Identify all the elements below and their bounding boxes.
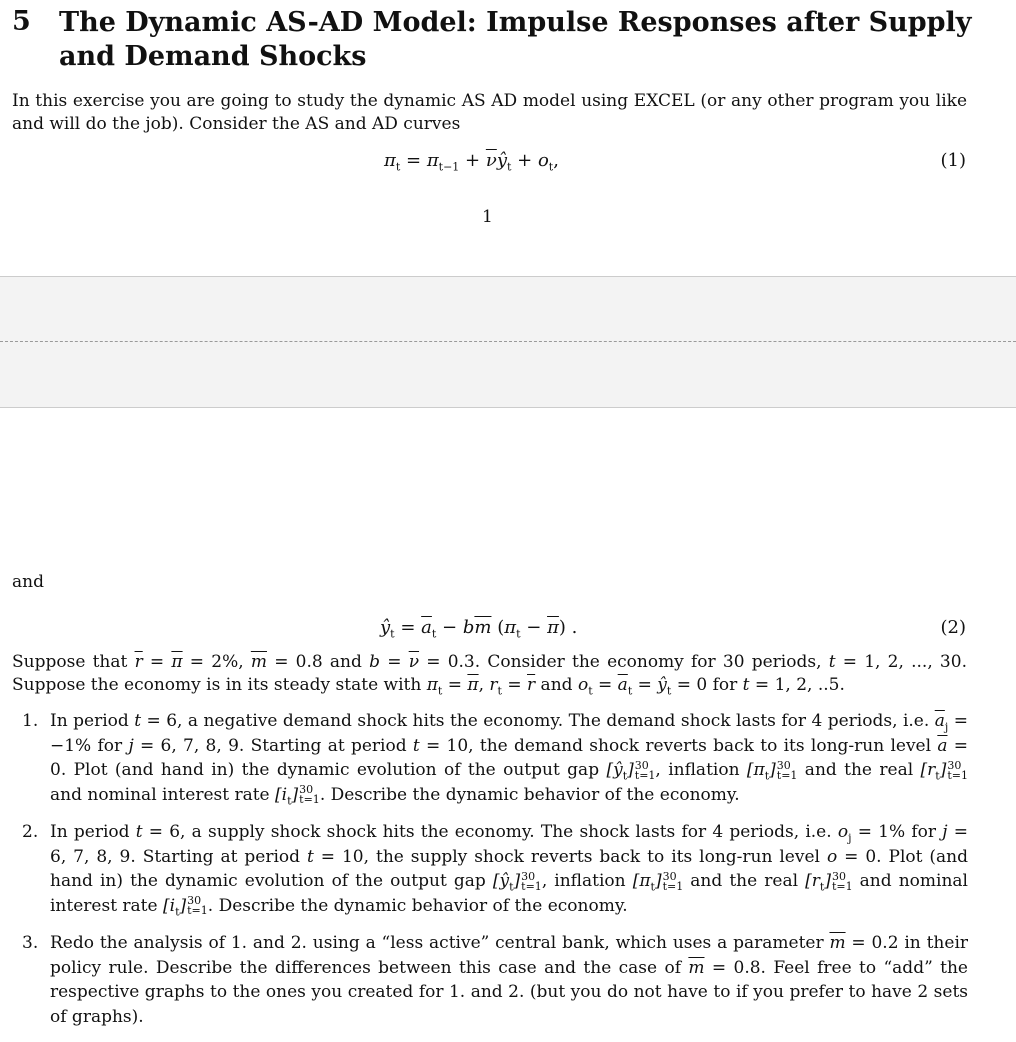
question-list: [22, 709, 968, 1042]
assumptions-paragraph: Suppose that $\overline{r} = \overline{\pi} = 2\%$, $\overline{m} = 0.8$ and $b = \overline{\nu} = 0.3$. Consider the economy for 30 periods, t = 1, 2, ..., 30. Suppose the economy is in its steady state with $\pi_t = \overline{\pi}$, $r_t = \overline{r}$ and $o_t = \overline{a}_t$ = $ŷ_t = 0$ for t = 1, 2, ..5.: [12, 652, 967, 698]
question-1-number: 1.: [22, 711, 39, 731]
question-3-number: 3.: [22, 933, 39, 953]
page-gap: [0, 276, 1016, 408]
equation-1: [0, 150, 1016, 176]
equation-1-label: (1): [940, 150, 966, 171]
section-number: 5: [12, 6, 31, 37]
question-2-text: In period t = 6, a supply shock shock hits the economy. The shock lasts for 4 periods, i.e. $o_j = 1\%$ for j = 6, 7, 8, 9. Starting at period t = 10, the supply shock reverts back to its long-run level o = 0. Plot (and hand in) the dynamic evolution of the output gap $[ŷ_t]30$ t=1, inflation $[\pi_t]30$ t=1 and the real $[r_t]30$ t=1 and nominal interest rate $[i_t]30$ t=1. Describe the dynamic behavior of the economy.: [50, 822, 969, 918]
question-1-text: In period t = 6, a negative demand shock hits the economy. The demand shock lasts for 4 periods, i.e. $\overline{a}_j = -1\%$ for j = 6, 7, 8, 9. Starting at period t = 10, the demand shock reverts back to its long-run level $\overline{a} = 0$. Plot (and hand in) the dynamic evolution of the output gap $[ŷ_t]30$ t=1, inflation $[\pi_t]30$ t=1 and the real $[r_t]30$ t=1 and nominal interest rate $[i_t]30$ t=1. Describe the dynamic behavior of the economy.: [50, 711, 969, 807]
page-number: 1: [482, 207, 493, 227]
question-2-number: 2.: [22, 822, 39, 842]
equation-1-body: $\pi_t = \pi_{t-1}$ + $\overline{\nu}ŷ_t + o_t$,: [384, 150, 559, 174]
intro-paragraph: In this exercise you are going to study the dynamic AS AD model using EXCEL (or any other program you like and will do the job). Consider the AS and AD curves: [12, 91, 967, 134]
equation-2: [0, 617, 1016, 643]
and-text: and: [12, 572, 44, 592]
section-title: The Dynamic AS-AD Model: Impulse Responses after Supply and Demand Shocks: [59, 7, 972, 72]
page-break-line: [0, 341, 1016, 342]
equation-2-label: (2): [940, 617, 966, 638]
equation-2-body: $ŷ_t = \overline{a}_t - b\overline{m}$ $(\pi_t - \overline{\pi})$ .: [380, 617, 578, 641]
question-3: [22, 931, 968, 1029]
question-1: [22, 709, 968, 807]
question-2: [22, 820, 968, 918]
question-3-text: Redo the analysis of 1. and 2. using a “less active” central bank, which uses a parameter $\overline{m} = 0.2$ in their policy rule. Describe the differences between this case and the case of $\overline{m} = 0.8$. Feel free to “add” the respective graphs to the ones you created for 1. and 2. (but you do not have to if you prefer to have 2 sets of graphs).: [50, 933, 969, 1027]
